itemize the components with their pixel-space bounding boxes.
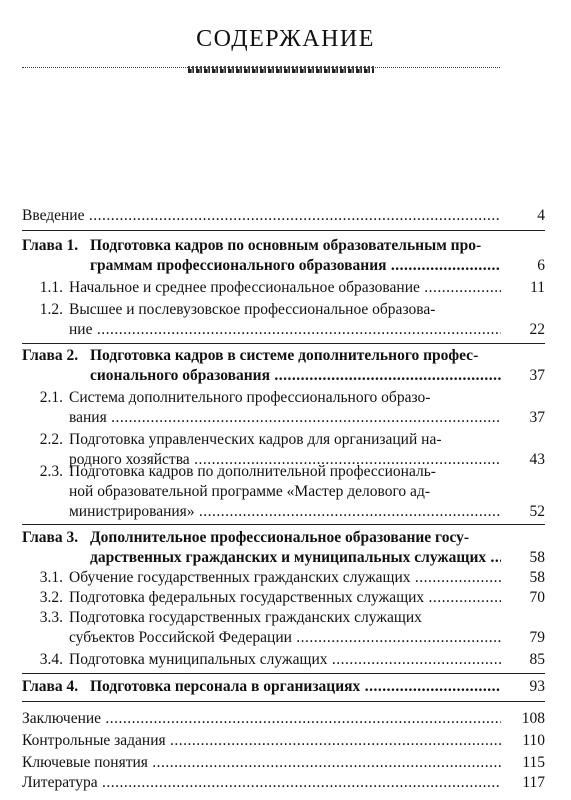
section-number: 1.1. [39, 279, 63, 296]
chapter-title: Подготовка кадров в системе дополнительного профес- [90, 347, 479, 364]
toc-section-1-2-line1[interactable] [22, 300, 520, 320]
toc-entry-title: Литература [22, 774, 98, 791]
toc-page-number: 70 [529, 589, 545, 606]
chapter-title-cont: сионального образования [90, 367, 270, 384]
toc-chapter-1-line1[interactable] [22, 236, 520, 256]
toc-page-number: 11 [530, 279, 545, 296]
section-title-cont: ной образовательной программе «Мастер делового ад- [69, 483, 430, 500]
chapter-label: Глава 3. [22, 529, 79, 546]
toc-entry-control[interactable] [22, 731, 545, 751]
toc-section-2-3-line1[interactable] [22, 462, 520, 482]
section-title: Высшее и послевузовское профессиональное образова- [69, 301, 436, 318]
section-number: 2.2. [39, 431, 63, 448]
toc-page-number: 37 [529, 367, 545, 384]
toc-chapter-3-line2[interactable] [22, 548, 545, 568]
toc-page-number: 52 [529, 503, 545, 520]
page-title: СОДЕРЖАНИЕ [196, 26, 375, 52]
toc-chapter-4[interactable] [22, 677, 545, 697]
toc-page-number: 108 [521, 710, 545, 727]
toc-page-number: 4 [537, 207, 545, 224]
chapter-title: Дополнительное профессиональное образование госу- [90, 529, 470, 546]
chapter-title: Подготовка кадров по основным образовательным про- [90, 237, 482, 254]
section-title: Система дополнительного профессионального образо- [69, 389, 431, 406]
section-title: Подготовка управленческих кадров для организаций на- [69, 431, 442, 448]
toc-page-number: 6 [537, 257, 545, 274]
toc-section-3-1[interactable] [22, 568, 545, 588]
toc-chapter-2-line1[interactable] [22, 346, 520, 366]
toc-chapter-1-line2[interactable] [22, 256, 545, 276]
chapter-title-cont: граммам профессионального образования [90, 257, 387, 274]
toc-entry-literature[interactable] [22, 773, 545, 793]
section-title-cont: вания [69, 409, 107, 426]
toc-entry-title: Ключевые понятия [22, 754, 148, 771]
section-divider [22, 230, 545, 231]
toc-section-3-3-line2[interactable] [22, 628, 545, 648]
toc-section-2-3-line3[interactable] [22, 502, 545, 522]
section-number: 2.1. [39, 389, 63, 406]
section-title: Подготовка федеральных государственных служащих [69, 589, 425, 606]
toc-entry-title: Заключение [22, 710, 102, 727]
section-number: 3.2. [39, 589, 63, 606]
toc-section-2-1-line2[interactable] [22, 408, 545, 428]
title-ornament [188, 69, 374, 73]
toc-page-number: 115 [522, 754, 545, 771]
chapter-label: Глава 4. [22, 678, 79, 695]
toc-page-number: 110 [522, 732, 545, 749]
section-title: Начальное и среднее профессиональное образование [69, 279, 420, 296]
section-title: Подготовка кадров по дополнительной профессиональ- [69, 463, 436, 480]
toc-section-2-3-line2[interactable] [22, 482, 520, 502]
toc-section-1-1[interactable] [22, 278, 545, 298]
section-number: 1.2. [39, 301, 63, 318]
section-divider [22, 701, 545, 702]
toc-page-number: 58 [529, 569, 545, 586]
section-title-cont: министрирования» [69, 503, 195, 520]
section-divider [22, 673, 545, 674]
toc-page-number: 117 [522, 774, 545, 791]
toc-page-number: 93 [529, 678, 545, 695]
chapter-label: Глава 2. [22, 347, 79, 364]
chapter-label: Глава 1. [22, 237, 79, 254]
toc-entry-concepts[interactable] [22, 753, 545, 773]
toc-page-number: 22 [529, 321, 545, 338]
toc-page-number: 37 [529, 409, 545, 426]
toc-section-2-1-line1[interactable] [22, 388, 520, 408]
section-title: Обучение государственных гражданских служащих [69, 569, 411, 586]
section-number: 3.1. [39, 569, 63, 586]
toc-section-2-2-line1[interactable] [22, 430, 520, 450]
section-title: Подготовка муниципальных служащих [69, 651, 328, 668]
toc-page-number: 58 [529, 549, 545, 566]
section-title-cont: ние [69, 321, 93, 338]
section-title: Подготовка государственных гражданских служащих [69, 609, 422, 626]
toc-entry-title: Контрольные задания [22, 732, 166, 749]
section-number: 3.4. [39, 651, 63, 668]
section-divider [22, 524, 545, 525]
toc-entry-conclusion[interactable] [22, 709, 545, 729]
section-title-cont: субъектов Российской Федерации [69, 629, 292, 646]
section-divider [22, 343, 545, 344]
section-number: 2.3. [39, 463, 63, 480]
chapter-title: Подготовка персонала в организациях [90, 678, 361, 695]
toc-section-1-2-line2[interactable] [22, 320, 545, 340]
toc-section-3-2[interactable] [22, 588, 545, 608]
section-number: 3.3. [39, 609, 63, 626]
toc-page-number: 85 [529, 651, 545, 668]
chapter-title-cont: дарственных гражданских и муниципальных служащих [90, 549, 487, 566]
toc-section-3-3-line1[interactable] [22, 608, 520, 628]
toc-page-number: 43 [529, 451, 545, 468]
toc-entry-intro[interactable] [22, 206, 545, 226]
toc-section-3-4[interactable] [22, 650, 545, 670]
toc-chapter-3-line1[interactable] [22, 528, 520, 548]
toc-entry-title: Введение [22, 207, 85, 224]
toc-page-number: 79 [529, 629, 545, 646]
toc-chapter-2-line2[interactable] [22, 366, 545, 386]
section-title-cont: родного хозяйства [69, 451, 190, 468]
